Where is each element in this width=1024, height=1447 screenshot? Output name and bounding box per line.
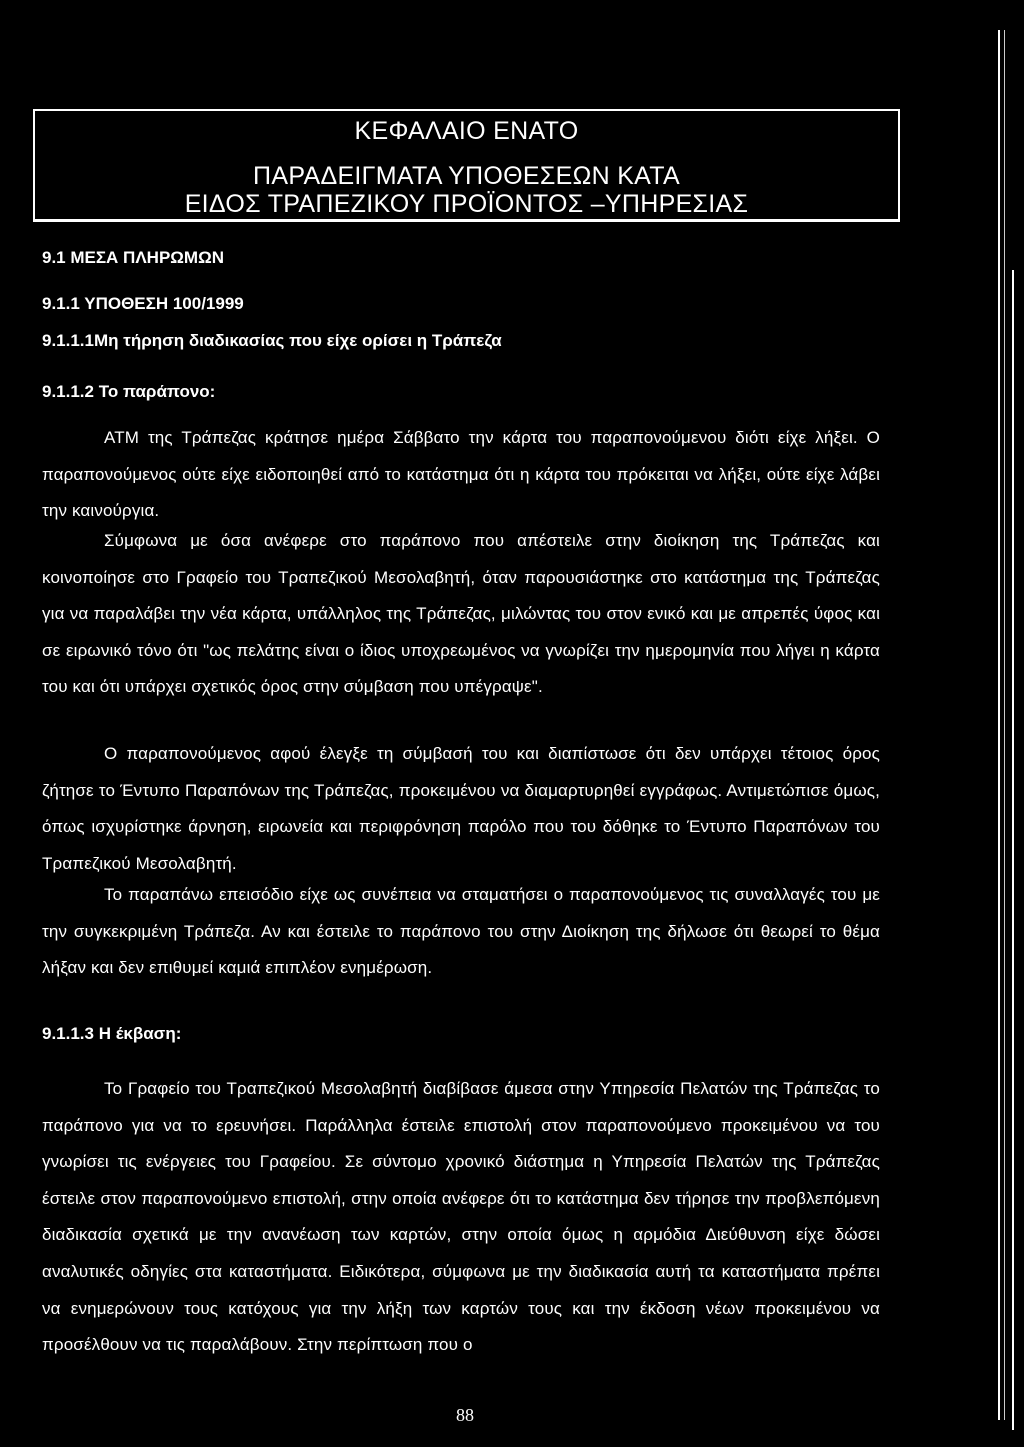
scan-edge-line [998, 30, 1000, 1420]
scan-edge-line [1004, 30, 1005, 1420]
chapter-label: ΚΕΦΑΛΑΙΟ ΕΝΑΤΟ [354, 117, 579, 145]
chapter-title-line2: ΕΙΔΟΣ ΤΡΑΠΕΖΙΚΟΥ ΠΡΟΪΟΝΤΟΣ –ΥΠΗΡΕΣΙΑΣ [184, 190, 749, 218]
subsection-heading-3: 9.1.1.3 Η έκβαση: [42, 1024, 182, 1043]
subsection-heading-1: 9.1.1.1Μη τήρηση διαδικασίας που είχε ορίσει η Τράπεζα [42, 331, 502, 350]
chapter-header-box [33, 109, 900, 222]
scan-edge-line [1012, 270, 1014, 1430]
complaint-paragraph-3: Ο παραπονούμενος αφού έλεγξε τη σύμβασή του και διαπίστωσε ότι δεν υπάρχει τέτοιος όρος ζήτησε το Έντυπο Παραπόνων της Τράπεζας, προκειμένου να διαμαρτυρηθεί εγγράφως. Αντιμετώπισε όμως, όπως ισχυρίστηκε άρνηση, ειρωνεία και περιφρόνηση παρόλο που του δόθηκε το Έντυπο Παραπόνων του Τραπεζικού Μεσολαβητή. [42, 744, 880, 873]
section-heading: 9.1 ΜΕΣΑ ΠΛΗΡΩΜΩΝ [42, 248, 224, 267]
complaint-paragraph-1: ΑΤΜ της Τράπεζας κράτησε ημέρα Σάββατο την κάρτα του παραπονούμενου διότι είχε λήξει. Ο παραπονούμενος ούτε είχε ειδοποιηθεί από το κατάστημα ότι η κάρτα του πρόκειται να λήξει, ούτε είχε λάβει την καινούργια. [42, 428, 880, 521]
complaint-paragraph-4: Το παραπάνω επεισόδιο είχε ως συνέπεια να σταματήσει ο παραπονούμενος τις συναλλαγές του με την συγκεκριμένη Τράπεζα. Αν και έστειλε το παράπονο του στην Διοίκηση της δήλωσε ότι θεωρεί το θέμα λήξαν και δεν επιθυμεί καμιά επιπλέον ενημέρωση. [42, 885, 880, 978]
subsection-heading-2: 9.1.1.2 Το παράπονο: [42, 382, 216, 401]
case-heading: 9.1.1 ΥΠΟΘΕΣΗ 100/1999 [42, 294, 244, 313]
chapter-title-line1: ΠΑΡΑΔΕΙΓΜΑΤΑ ΥΠΟΘΕΣΕΩΝ ΚΑΤΑ [253, 162, 680, 190]
page-number: 88 [456, 1405, 474, 1425]
complaint-paragraph-2: Σύμφωνα με όσα ανέφερε στο παράπονο που απέστειλε στην διοίκηση της Τράπεζας και κοινοποίησε στο Γραφείο του Τραπεζικού Μεσολαβητή, όταν παρουσιάστηκε στο κατάστημα της Τράπεζας για να παραλάβει την νέα κάρτα, υπάλληλος της Τράπεζας, μιλώντας του στον ενικό και με απρεπές ύφος και σε ειρωνικό τόνο ότι "ως πελάτης είναι ο ίδιος υποχρεωμένος να γνωρίζει την ημερομηνία που λήγει η κάρτα του και ότι υπάρχει σχετικός όρος στην σύμβαση που υπέγραψε". [42, 531, 880, 697]
outcome-paragraph-1: Το Γραφείο του Τραπεζικού Μεσολαβητή διαβίβασε άμεσα στην Υπηρεσία Πελατών της Τράπεζας το παράπονο για να το ερευνήσει. Παράλληλα έστειλε επιστολή στον παραπονούμενο προκειμένου να του γνωρίσει τις ενέργειες του Γραφείου. Σε σύντομο χρονικό διάστημα η Υπηρεσία Πελατών της Τράπεζας έστειλε στον παραπονούμενο επιστολή, στην οποία ανέφερε ότι το κατάστημα δεν τήρησε την προβλεπόμενη διαδικασία σχετικά με την ανανέωση των καρτών, στην οποία όμως η αρμόδια Διεύθυνση είχε δώσει αναλυτικές οδηγίες στα καταστήματα. Ειδικότερα, σύμφωνα με την διαδικασία αυτή τα καταστήματα πρέπει να ενημερώνουν τους κατόχους για την λήξη των καρτών τους και την έκδοση νέων προκειμένου να προσέλθουν να τις παραλάβουν. Στην περίπτωση που ο [42, 1079, 880, 1355]
